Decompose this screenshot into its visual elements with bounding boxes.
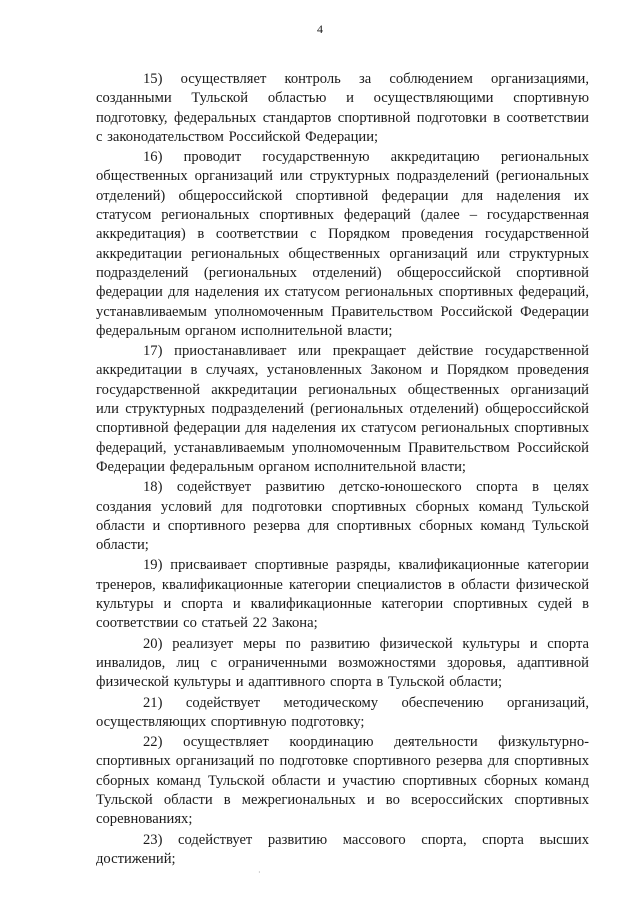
paragraph-18: 18) содействует развитию детско-юношеского спорта в целях создания условий для подготовки спортивных сборных команд Тульской области и спортивного резерва для спортивных сборных команд Тульской области; (96, 479, 589, 554)
scan-mark: · (258, 868, 261, 877)
paragraph-17: 17) приостанавливает или прекращает действие государственной аккредитации в случаях, установленных Законом и Порядком проведения государственной аккредитации региональных общественных организаций или структурных подразделений (региональных отделений) общероссийской спортивной федерации для наделения их статусом региональных спортивных федераций, устанавливаемым уполномоченным Правительством Российской Федерации федеральным органом исполнительной власти; (96, 343, 589, 475)
document-body (96, 70, 589, 869)
paragraph-23: 23) содействует развитию массового спорта, спорта высших достижений; (96, 831, 589, 867)
paragraph-20: 20) реализует меры по развитию физической культуры и спорта инвалидов, лиц с ограниченными возможностями здоровья, адаптивной физической культуры и адаптивного спорта в Тульской области; (96, 635, 589, 691)
paragraph-16: 16) проводит государственную аккредитацию региональных общественных организаций или структурных подразделений (региональных отделений) общероссийской спортивной федерации для наделения их статусом региональных спортивных федераций (далее – государственная аккредитация) в соответствии с Порядком проведения государственной аккредитации региональных общественных организаций или структурных подразделений (региональных отделений) общероссийской спортивной федерации для наделения их статусом региональных спортивных федераций, устанавливаемым уполномоченным Правительством Российской Федерации федеральным органом исполнительной власти; (96, 149, 589, 339)
paragraph-19: 19) присваивает спортивные разряды, квалификационные категории тренеров, квалификационные категории специалистов в области физической культуры и спорта и квалификационные категории спортивных судей в соответствии со статьей 22 Закона; (96, 557, 589, 632)
paragraph-22: 22) осуществляет координацию деятельности физкультурно-спортивных организаций по подготовке спортивного резерва для спортивных сборных команд Тульской области и участию спортивных сборных команд Тульской области в межрегиональных и во всероссийских спортивных соревнованиях; (96, 734, 589, 828)
paragraph-15: 15) осуществляет контроль за соблюдением организациями, созданными Тульской областью и осуществляющими спортивную подготовку, федеральных стандартов спортивной подготовки в соответствии с законодательством Российской Федерации; (96, 71, 589, 145)
page-number: 4 (317, 22, 323, 36)
paragraph-21: 21) содействует методическому обеспечению организаций, осуществляющих спортивную подготовку; (96, 694, 589, 730)
